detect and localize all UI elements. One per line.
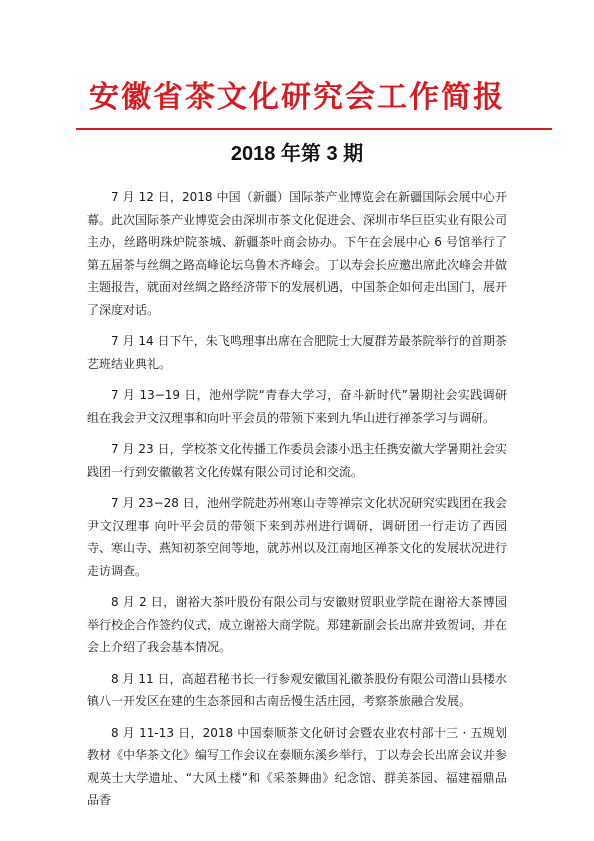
news-paragraph: 7 月 12 日，2018 中国（新疆）国际茶产业博览会在新疆国际会展中心开幕。此次国际茶产业博览会由深圳市茶文化促进会、深圳市华巨臣实业有限公司主办，丝路明珠炉院茶城、新疆茶叶商会协办。下午在会展中心 6 号馆举行了第五届茶与丝绸之路高峰论坛乌鲁木齐峰会。丁以寿会长应邀出席此次峰会并做主题报告，就面对丝绸之路经济带下的发展机遇，中国茶企如何走出国门，展开了深度对话。 — [87, 190, 508, 317]
news-paragraph: 7 月 13−19 日，池州学院“青春大学习，奋斗新时代”暑期社会实践调研组在我会尹文汉理事和向叶平会员的带领下来到九华山进行禅茶学习与调研。 — [87, 388, 507, 425]
news-paragraph: 8 月 11-13 日，2018 中国泰顺茶文化研讨会暨农业农村部十三 · 五规划教材《中华茶文化》编写工作会议在泰顺东溪乡举行，丁以寿会长出席会议并参观英士大学遗址、“大风土楼”和《采茶舞曲》纪念馆、群美茶园、福建福鼎品品香 — [87, 725, 508, 807]
news-paragraph: 8 月 2 日，谢裕大茶叶股份有限公司与安徽财贸职业学院在谢裕大茶博园举行校企合作签约仪式，成立谢裕大商学院。郑建新副会长出席并致贺词，并在会上介绍了我会基本情况。 — [87, 595, 508, 654]
news-paragraph: 7 月 14 日下午，朱飞鸣理事出席在合肥院士大厦群芳最茶院举行的首期茶艺班结业典礼。 — [87, 334, 507, 371]
news-paragraph: 7 月 23 日，学校茶文化传播工作委员会漆小迅主任携安徽大学暑期社会实践团一行到安徽徽茗文化传媒有限公司讨论和交流。 — [87, 442, 507, 479]
title-divider — [76, 128, 552, 130]
bulletin-body — [87, 186, 507, 821]
news-paragraph: 8 月 11 日，高超君秘书长一行参观安徽国礼徽茶股份有限公司潜山县楼水镇八一开发区在建的生态茶园和古南岳慢生活庄园，考察茶旅融合发展。 — [87, 671, 507, 708]
issue-number: 2018 年第 3 期 — [230, 143, 364, 165]
page-title: 安徽省茶文化研究会工作简报 — [89, 80, 505, 115]
news-paragraph: 7 月 23−28 日，池州学院赴苏州寒山寺等禅宗文化状况研究实践团在我会尹文汉理事 向叶平会员的带领下来到苏州进行调研，调研团一行走访了西园寺、寒山寺、燕知初茶空间等地，就苏州以及江南地区禅茶文化的发展状况进行走访调查。 — [87, 496, 508, 578]
